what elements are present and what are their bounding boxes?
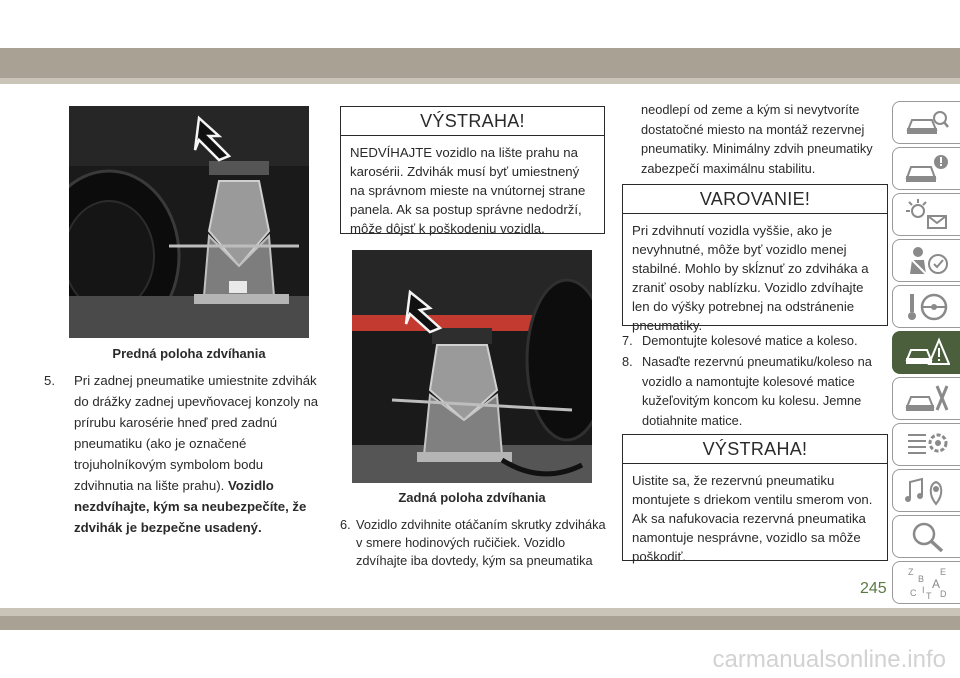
car-service-icon xyxy=(904,382,950,416)
step-5-text: Pri zadnej pneumatike umiestnite zdvihák do drážky zadnej upevňovacej konzoly na prírubu karosérie hneď pred zadnú pneumatiku (ako je označené trojuholníkovým symbolom bodu zdvihnutia na lište prahu). xyxy=(74,373,319,493)
language-index-icon xyxy=(904,566,950,600)
step-6-text: Vozidlo zdvihnite otáčaním skrutky zdviháka v smere hodinových ručičiek. Vozidlo zdvíhajte iba dovtedy, kým sa pneumatika xyxy=(356,517,606,568)
tab-servicing-maintenance[interactable] xyxy=(892,377,960,420)
front-jack-caption: Predná poloha zdvíhania xyxy=(112,346,266,361)
bottom-footer-bar xyxy=(0,616,960,630)
front-jack-photo xyxy=(69,106,309,338)
svg-text:E: E xyxy=(939,566,946,577)
page-number: 245 xyxy=(860,580,887,597)
chapter-tab-strip xyxy=(892,101,960,607)
car-search-icon xyxy=(904,106,950,140)
warning-box-2-title: VÝSTRAHA! xyxy=(623,435,887,464)
watermark: carmanualsonline.info xyxy=(712,646,946,673)
svg-text:T: T xyxy=(925,590,931,600)
step-5 xyxy=(44,370,322,538)
top-header-bar xyxy=(0,48,960,78)
tab-safety[interactable] xyxy=(892,239,960,282)
rear-jack-illustration xyxy=(352,250,592,483)
warning-box-1-title: VÝSTRAHA! xyxy=(341,107,604,136)
caution-box xyxy=(622,184,888,333)
warning-box-2 xyxy=(622,434,888,564)
tab-index[interactable] xyxy=(892,515,960,558)
caution-box-title: VAROVANIE! xyxy=(623,185,887,214)
svg-text:I: I xyxy=(921,584,925,595)
emergency-car-icon xyxy=(904,336,950,370)
warning-box-2-text: Uistite sa, že rezervnú pneumatiku montujete s driekom ventilu smerom von. Ak sa nafukovacia rezervná pneumatika namontuje nesprávne, vozidlo sa môže poškodiť. xyxy=(632,473,873,564)
step-8 xyxy=(622,352,890,430)
step-5-bold-text: Vozidlo nezdvíhajte, kým sa neubezpečíte, že zdvihák je bezpečne usadený. xyxy=(74,478,307,535)
tab-in-case-of-emergency[interactable] xyxy=(892,331,960,374)
step-5-number: 5. xyxy=(44,373,55,388)
svg-text:D: D xyxy=(939,588,946,599)
caution-box-text: Pri zdvihnutí vozidla vyššie, ako je nevyhnutné, môže byť vozidlo menej stabilné. Mohlo by skĺznuť zo zdviháka a zraniť osoby nablízku. Vozidlo zdvíhajte len do výšky potrebnej na odstránenie pneumatiky. xyxy=(632,223,869,333)
rear-jack-photo xyxy=(352,250,592,483)
tab-getting-to-know[interactable] xyxy=(892,101,960,144)
step-6 xyxy=(340,516,608,570)
step-7-number: 7. xyxy=(622,333,633,348)
search-index-icon xyxy=(904,520,950,554)
tab-technical-specifications[interactable] xyxy=(892,423,960,466)
tab-multimedia[interactable] xyxy=(892,469,960,512)
specifications-icon xyxy=(904,428,950,462)
bottom-footer-stripe xyxy=(0,608,960,616)
top-header-stripe xyxy=(0,78,960,84)
warning-box-1-text: NEDVÍHAJTE vozidlo na lište prahu na karosérii. Zdvihák musí byť umiestnený na správnom mieste na vnútornej strane panela. Ak sa postup správne nedodrží, môže dôjsť k poškodeniu vozidla. xyxy=(350,145,586,236)
warning-box-1 xyxy=(340,106,605,234)
svg-text:B: B xyxy=(917,573,924,584)
step-7 xyxy=(622,330,888,351)
car-info-icon xyxy=(904,152,950,186)
tab-instrument-panel[interactable] xyxy=(892,193,960,236)
tab-alphabetical-index[interactable] xyxy=(892,561,960,604)
rear-jack-caption: Zadná poloha zdvíhania xyxy=(398,490,546,505)
step-8-number: 8. xyxy=(622,354,633,369)
step-7-text: Demontujte kolesové matice a koleso. xyxy=(642,333,858,348)
step-6-continuation: neodlepí od zeme a kým si nevytvoríte dostatočné miesto na montáž rezervnej pneumatiky. Minimálny zdvih pneumatiky zabezpečí maximálnu stabilitu. xyxy=(641,102,873,176)
top-margin xyxy=(0,0,960,48)
tab-vehicle-info[interactable] xyxy=(892,147,960,190)
multimedia-icon xyxy=(904,474,950,508)
seatbelt-airbag-icon xyxy=(904,244,950,278)
front-jack-illustration xyxy=(69,106,309,338)
steering-wheel-icon xyxy=(904,290,950,324)
svg-text:Z: Z xyxy=(907,566,913,577)
tab-starting-operating[interactable] xyxy=(892,285,960,328)
svg-text:A: A xyxy=(931,576,940,591)
step-8-text: Nasaďte rezervnú pneumatiku/koleso na vozidlo a namontujte kolesové matice kužeľovitým koncom ku kolesu. Jemne dotiahnite matice. xyxy=(642,354,872,428)
svg-text:C: C xyxy=(909,587,916,598)
step-6-number: 6. xyxy=(340,517,351,532)
warning-lights-icon xyxy=(904,198,950,232)
